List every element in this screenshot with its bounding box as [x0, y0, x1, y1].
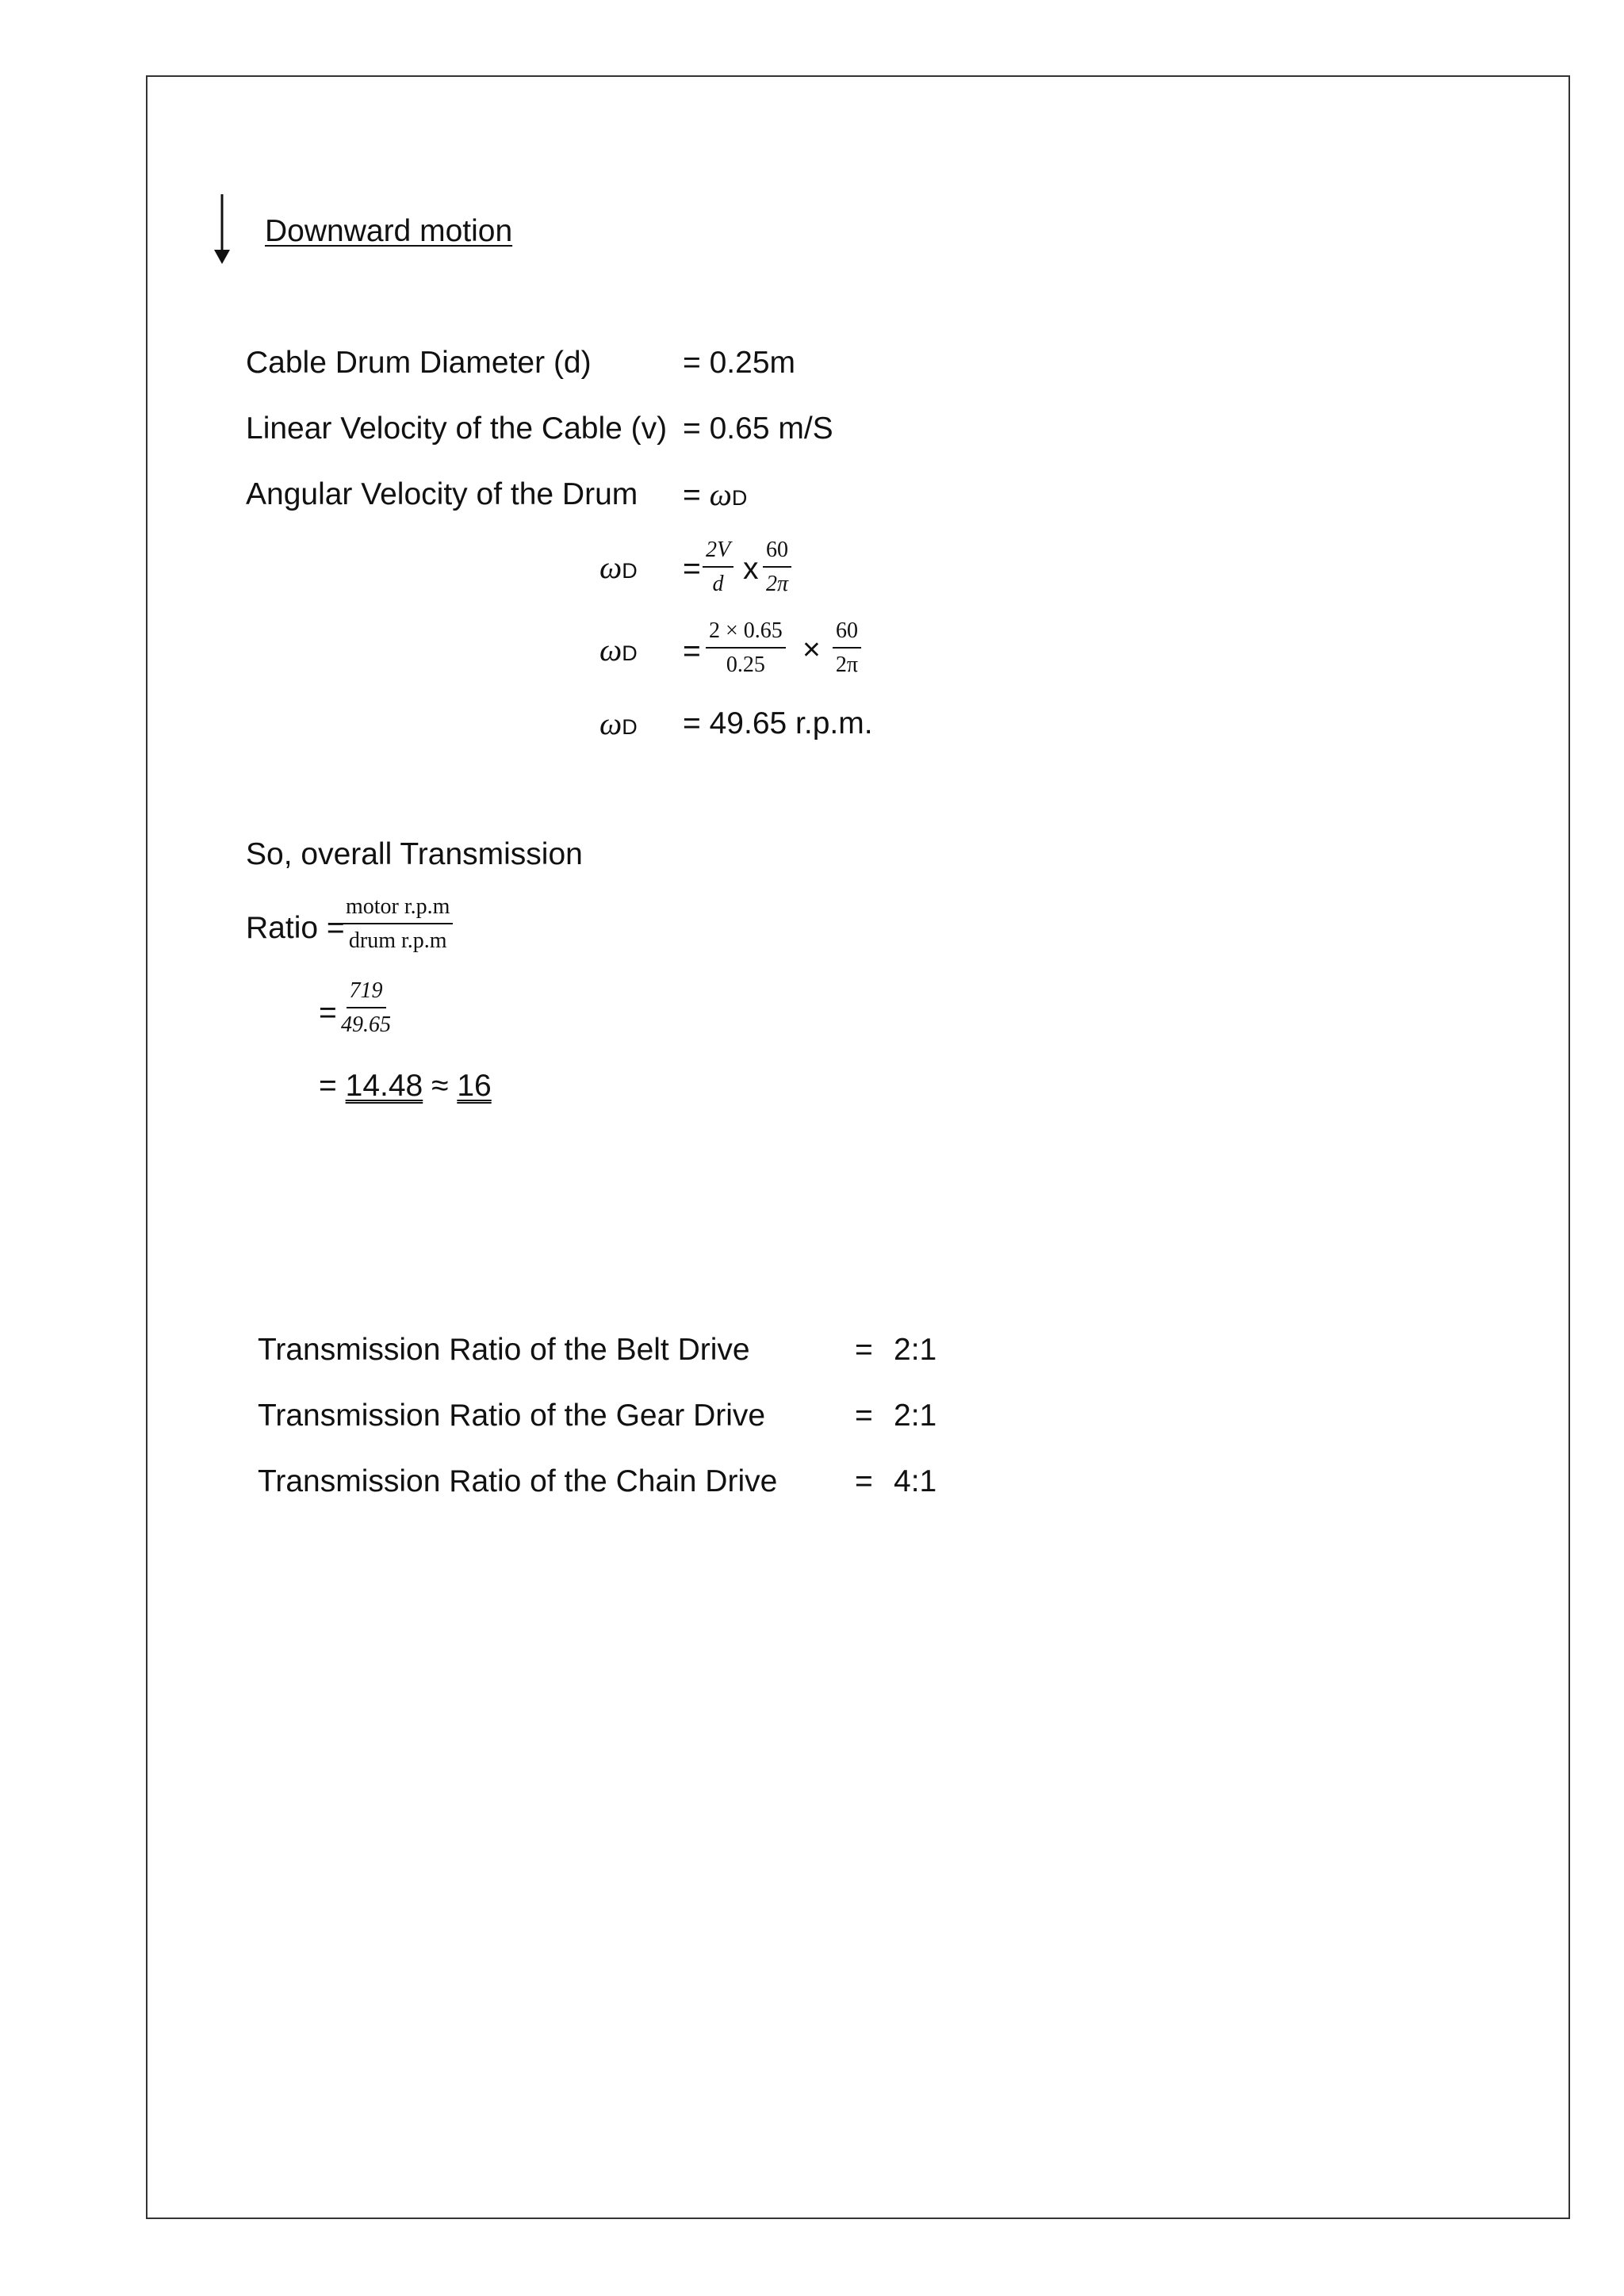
linear-velocity-label: Linear Velocity of the Cable (v)	[246, 411, 668, 446]
ratio-eq2: =	[319, 996, 337, 1030]
ratio-value-fraction: $\frac{719}{49.65}$	[341, 978, 391, 1037]
linear-velocity-value: = 0.65 m/S	[683, 411, 833, 446]
angular-velocity-label: Angular Velocity of the Drum	[246, 477, 638, 511]
formula1-fraction-b: $\frac{60}{2\pi}$	[763, 539, 791, 595]
formula1-fraction-a: $\frac{2V}{d}$	[703, 539, 733, 595]
ratio-label: Ratio =	[246, 911, 345, 945]
drive-ratio-label: Transmission Ratio of the Belt Drive	[258, 1333, 750, 1367]
formula1-operator: x	[743, 552, 759, 586]
drive-ratio-equals: =	[855, 1399, 873, 1433]
section-heading: Downward motion	[265, 214, 513, 248]
formula1-equals: =	[683, 552, 701, 586]
down-arrow-icon	[213, 194, 232, 266]
ratio-value: 14.48	[345, 1069, 423, 1103]
drive-ratio-equals: =	[855, 1464, 873, 1498]
drive-ratio-value: 2:1	[894, 1399, 937, 1433]
ratio-fraction: motor r.p.m drum r.p.m	[343, 896, 453, 952]
formula2-equals: =	[683, 634, 701, 668]
page-border	[146, 75, 1570, 2219]
drive-ratio-label: Transmission Ratio of the Gear Drive	[258, 1399, 766, 1433]
omega-d-symbol: ωD	[599, 549, 638, 585]
drum-diameter-value: = 0.25m	[683, 346, 796, 380]
ratio-rounded: 16	[457, 1069, 492, 1103]
angular-velocity-value: = ωD	[683, 476, 748, 512]
drive-ratio-equals: =	[855, 1333, 873, 1367]
formula2-fraction-a: $\frac{2 \times 0.65}{0.25}$	[706, 620, 786, 676]
ratio-result: = 14.48 ≈ 16	[319, 1069, 492, 1103]
omega-result: = 49.65 r.p.m.	[683, 706, 873, 740]
drive-ratio-label: Transmission Ratio of the Chain Drive	[258, 1464, 778, 1498]
drum-diameter-label: Cable Drum Diameter (d)	[246, 346, 592, 380]
formula2-operator: ×	[802, 633, 821, 667]
ratio-intro: So, overall Transmission	[246, 837, 583, 871]
formula2-fraction-b: $\frac{60}{2\pi}$	[833, 620, 861, 676]
drive-ratio-value: 2:1	[894, 1333, 937, 1367]
omega-d-symbol: ωD	[599, 632, 638, 668]
drive-ratio-value: 4:1	[894, 1464, 937, 1498]
omega-d-symbol: ωD	[599, 706, 638, 741]
